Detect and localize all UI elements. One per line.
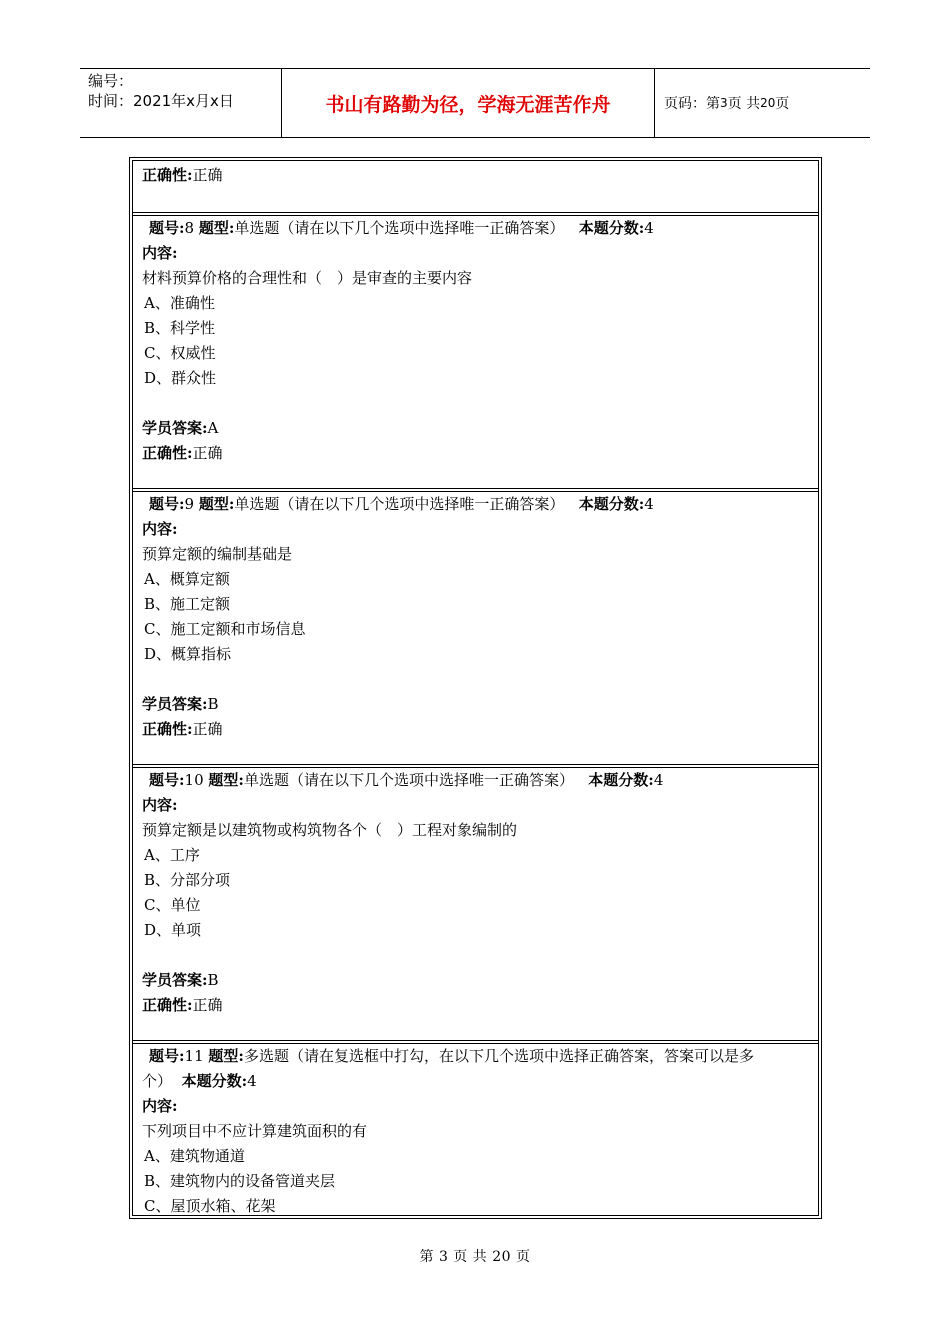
question-text: 预算定额的编制基础是 (142, 545, 293, 563)
prev-question-result: 正确性:正确 (142, 166, 223, 184)
option-d: D、概算指标 (144, 645, 232, 663)
row-divider (133, 764, 818, 765)
question-block (133, 1044, 818, 1216)
option-d: D、单项 (144, 921, 202, 939)
option-b: B、施工定额 (144, 595, 231, 613)
question-text: 下列项目中不应计算建筑面积的有 (142, 1122, 368, 1140)
correctness: 正确性:正确 (142, 720, 223, 738)
header-divider (654, 69, 655, 137)
question-header: 题号:11 题型:多选题（请在复选框中打勾，在以下几个选项中选择正确答案，答案可以是多 (149, 1047, 754, 1065)
question-text: 材料预算价格的合理性和（ ）是审查的主要内容 (142, 269, 473, 287)
question-block (133, 216, 818, 466)
page-header (80, 68, 870, 138)
question-header-cont: 个） 本题分数:4 (142, 1072, 257, 1090)
correctness-value: 正确 (192, 166, 223, 184)
question-block (133, 768, 818, 1018)
student-answer: 学员答案:A (142, 419, 219, 437)
content-label: 内容: (142, 1097, 178, 1115)
option-a: A、建筑物通道 (144, 1147, 245, 1165)
option-b: B、分部分项 (144, 871, 231, 889)
question-text: 预算定额是以建筑物或构筑物各个（ ）工程对象编制的 (142, 821, 518, 839)
question-block (133, 492, 818, 742)
option-a: A、工序 (144, 846, 200, 864)
question-header: 题号:10 题型:单选题（请在以下几个选项中选择唯一正确答案） 本题分数:4 (149, 771, 664, 789)
option-b: B、科学性 (144, 319, 216, 337)
serial-label: 编号： (88, 72, 134, 90)
student-answer: 学员答案:B (142, 971, 219, 989)
option-c: C、权威性 (144, 344, 216, 362)
header-info (80, 69, 280, 137)
option-c: C、施工定额和市场信息 (144, 620, 306, 638)
content-label: 内容: (142, 244, 178, 262)
option-a: A、准确性 (144, 294, 215, 312)
content-label: 内容: (142, 520, 178, 538)
content-label: 内容: (142, 796, 178, 814)
option-c: C、屋顶水箱、花架 (144, 1197, 276, 1215)
correctness: 正确性:正确 (142, 444, 223, 462)
correctness: 正确性:正确 (142, 996, 223, 1014)
option-b: B、建筑物内的设备管道夹层 (144, 1172, 336, 1190)
row-divider (133, 212, 818, 213)
row-divider (133, 488, 818, 489)
option-c: C、单位 (144, 896, 201, 914)
page-footer: 第 3 页 共 20 页 (419, 1249, 531, 1265)
option-a: A、概算定额 (144, 570, 230, 588)
header-page-info: 页码：第 3 页 共 20 页 (664, 96, 790, 112)
question-table (129, 157, 822, 1219)
date-label: 时间：2021年x月x日 (88, 92, 234, 110)
student-answer: 学员答案:B (142, 695, 219, 713)
question-header: 题号:9 题型:单选题（请在以下几个选项中选择唯一正确答案） 本题分数:4 (149, 495, 654, 513)
header-motto: 书山有路勤为径，学海无涯苦作舟 (325, 93, 611, 116)
option-d: D、群众性 (144, 369, 217, 387)
question-header: 题号:8 题型:单选题（请在以下几个选项中选择唯一正确答案） 本题分数:4 (149, 219, 654, 237)
row-divider (133, 1040, 818, 1041)
